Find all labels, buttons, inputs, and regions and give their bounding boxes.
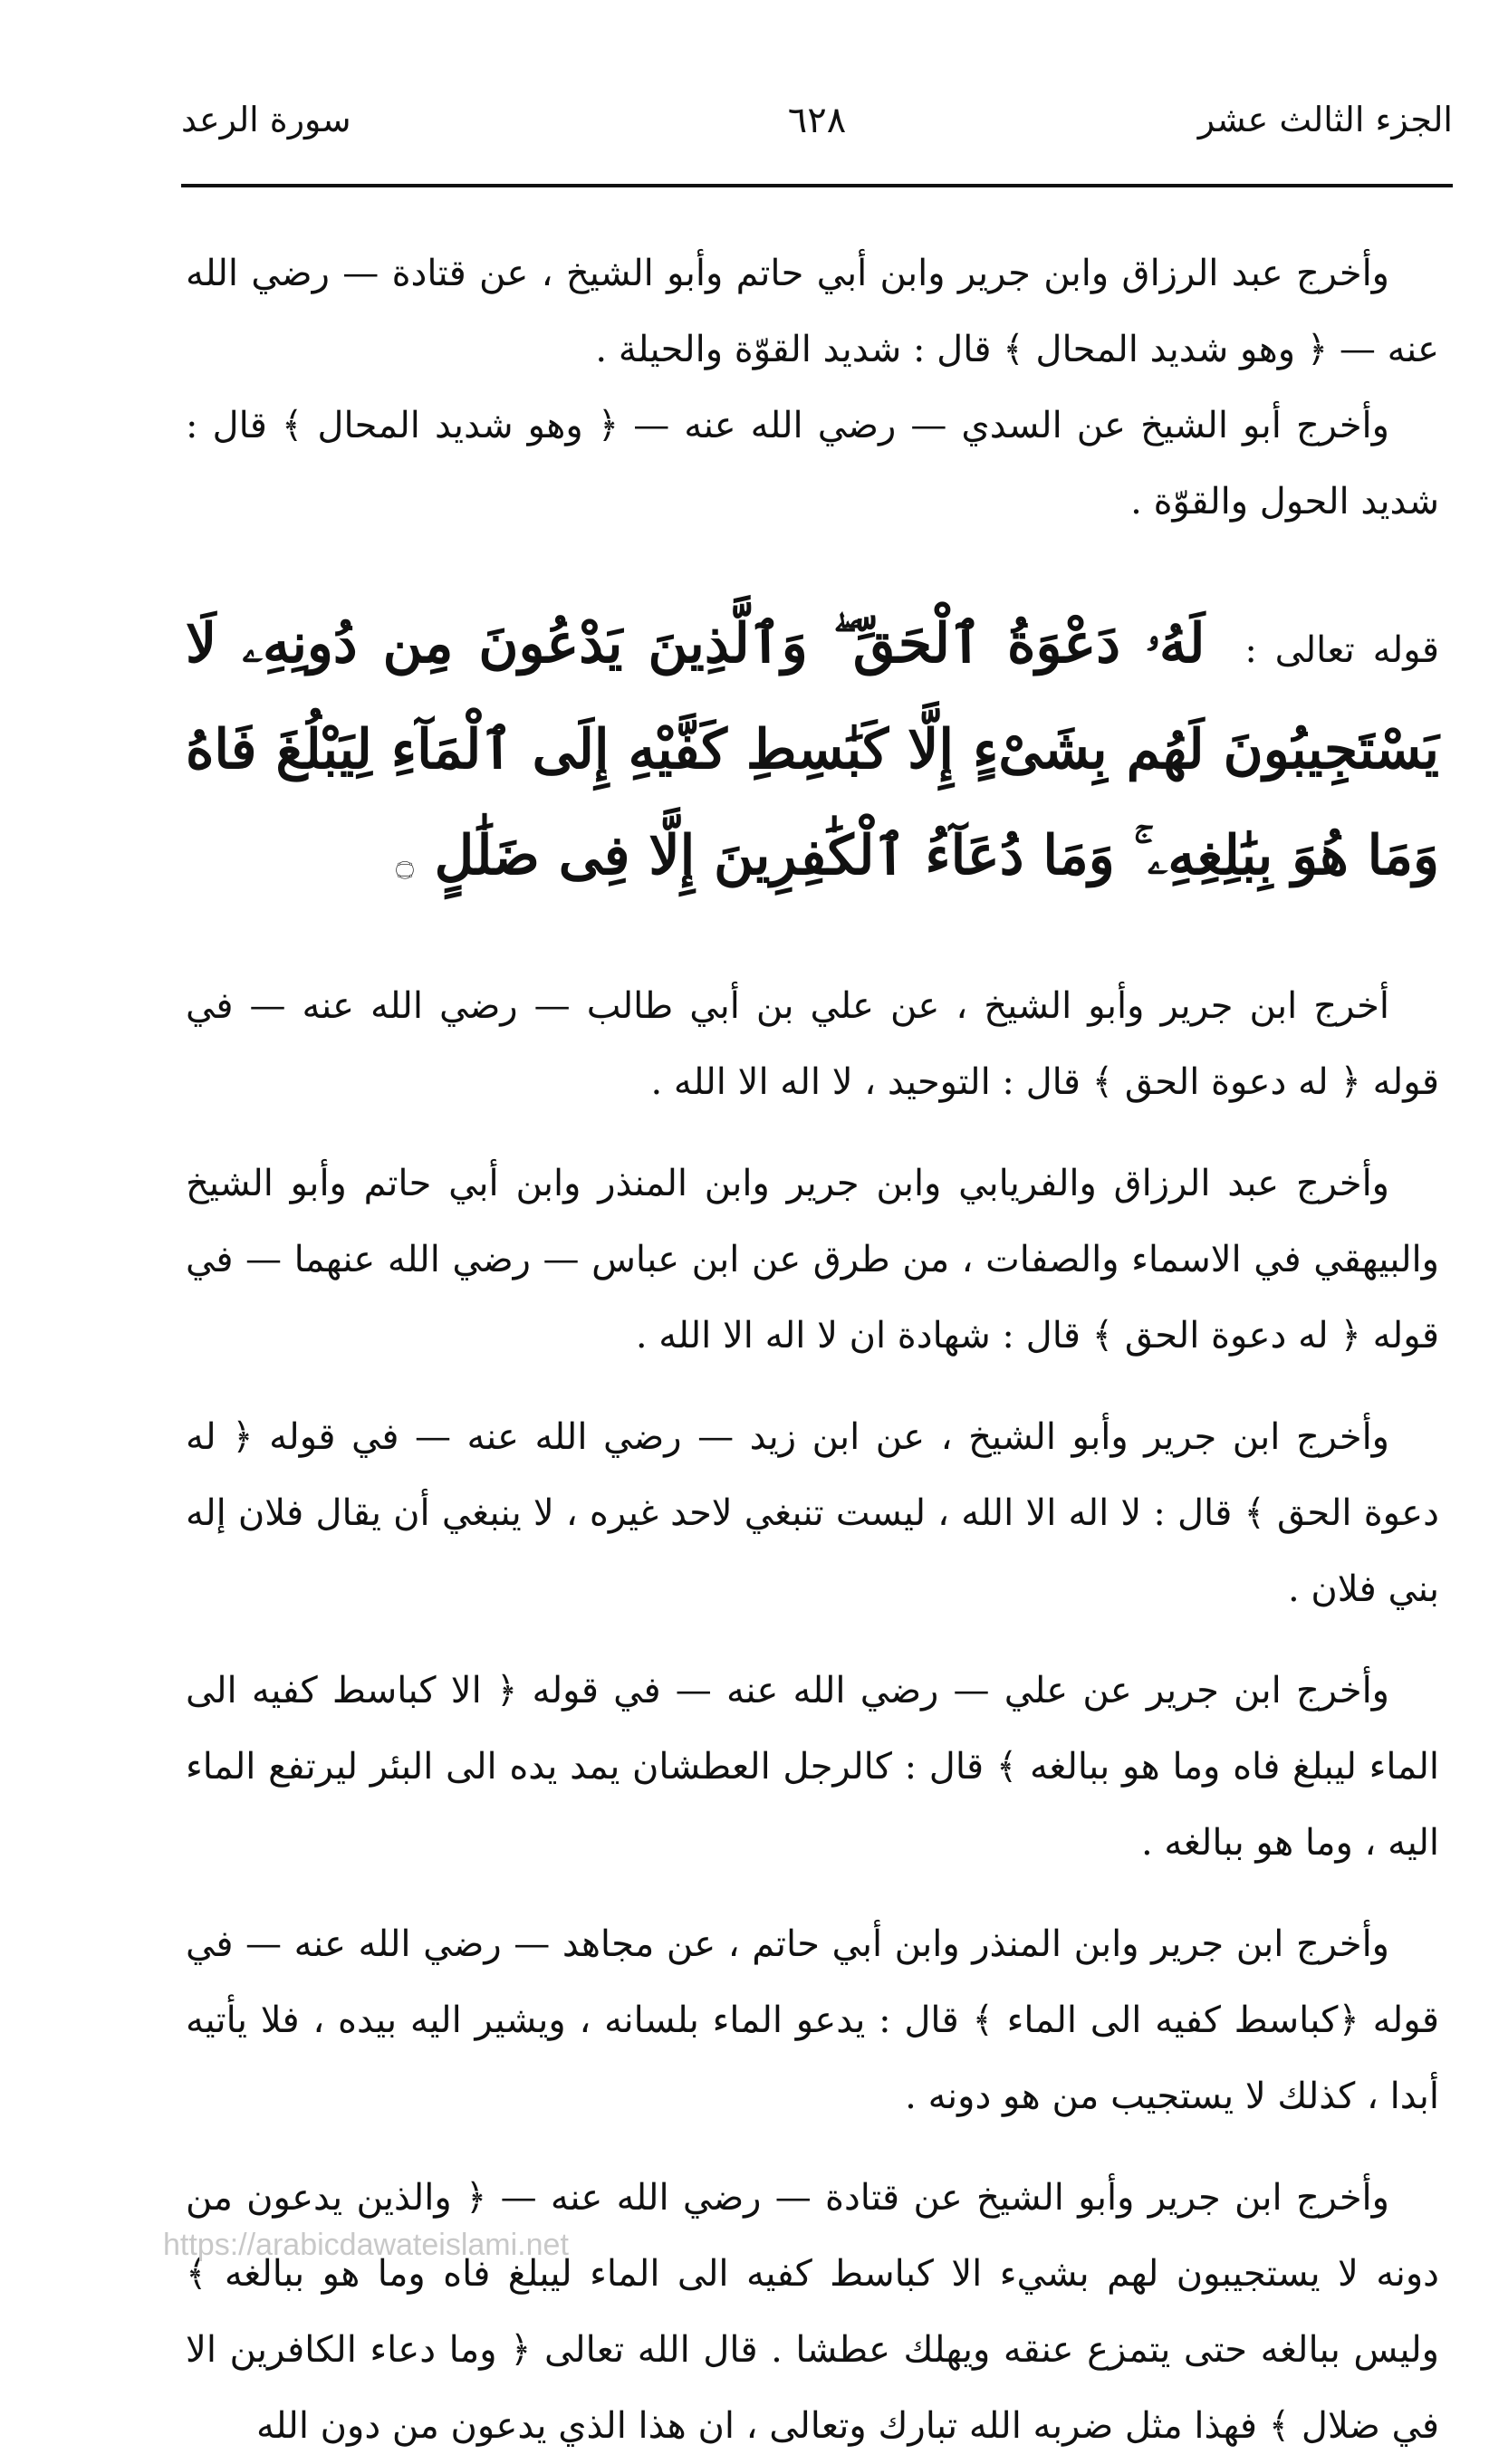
verse-intro: قوله تعالى : — [1244, 629, 1440, 671]
quran-verse: لَهُۥ دَعْوَةُ ٱلْحَقِّ ۖ وَٱلَّذِينَ يَدْعُونَ مِن دُونِهِۦ لَا يَسْتَجِيبُونَ لَهُم بِشَىْءٍ إِلَّا كَبَٰسِطِ كَفَّيْهِ إِلَى ٱلْمَآءِ لِيَبْلُغَ فَاهُ وَمَا هُوَ بِبَٰلِغِهِۦ ۚ وَمَا دُعَآءُ ٱلْكَٰفِرِينَ إِلَّا فِى ضَلَٰلٍ — [186, 612, 1439, 887]
part-title: الجزء الثالث عشر — [1197, 100, 1453, 139]
paragraph-8: وأخرج ابن جرير وأبو الشيخ عن قتادة — رضي الله عنه — ﴿ والذين يدعون من دونه لا يستجيبون لهم بشيء الا كباسط كفيه الى الماء ليبلغ فاه وما هو ببالغه ﴾ وليس ببالغه حتى يتمزع عنقه ويهلك عطشا . قال الله تعالى ﴿ وما دعاء الكافرين الا في ضلال ﴾ فهذا مثل ضربه الله تبارك وتعالى ، ان هذا الذي يدعون من دون الله — [186, 2177, 1439, 2447]
header-divider — [181, 184, 1453, 187]
quran-verse-block — [186, 594, 1439, 914]
page-body — [186, 235, 1439, 2464]
paragraph-6: وأخرج ابن جرير عن علي — رضي الله عنه — في قوله ﴿ الا كباسط كفيه الى الماء ليبلغ فاه وما هو ببالغه ﴾ قال : كالرجل العطشان يمد يده الى البئر ليرتفع الماء اليه ، وما هو ببالغه . — [186, 1670, 1439, 1864]
watermark-url: https://arabicdawateislami.net — [163, 2228, 569, 2262]
paragraph-1: وأخرج عبد الرزاق وابن جرير وابن أبي حاتم وأبو الشيخ ، عن قتادة — رضي الله عنه — ﴿ وهو شديد المحال ﴾ قال : شديد القوّة والحيلة . — [186, 253, 1439, 370]
running-header — [181, 100, 1453, 163]
paragraph-3: أخرج ابن جرير وأبو الشيخ ، عن علي بن أبي طالب — رضي الله عنه — في قوله ﴿ له دعوة الحق ﴾ قال : التوحيد ، لا اله الا الله . — [186, 985, 1439, 1103]
paragraph-2: وأخرج أبو الشيخ عن السدي — رضي الله عنه — ﴿ وهو شديد المحال ﴾ قال : شديد الحول والقوّة . — [186, 405, 1439, 523]
page-number: ٦٢٨ — [787, 100, 847, 141]
verse-end-marker: ۝ — [395, 846, 414, 882]
paragraph-4: وأخرج عبد الرزاق والفريابي وابن جرير وابن المنذر وابن أبي حاتم وأبو الشيخ والبيهقي في الاسماء والصفات ، من طرق عن ابن عباس — رضي الله عنهما — في قوله ﴿ له دعوة الحق ﴾ قال : شهادة ان لا اله الا الله . — [186, 1163, 1439, 1357]
surah-title: سورة الرعد — [181, 100, 351, 139]
paragraph-7: وأخرج ابن جرير وابن المنذر وابن أبي حاتم ، عن مجاهد — رضي الله عنه — في قوله ﴿كباسط كفيه الى الماء ﴾ قال : يدعو الماء بلسانه ، ويشير اليه بيده ، فلا يأتيه أبدا ، كذلك لا يستجيب من هو دونه . — [186, 1923, 1439, 2117]
paragraph-5: وأخرج ابن جرير وأبو الشيخ ، عن ابن زيد — رضي الله عنه — في قوله ﴿ له دعوة الحق ﴾ قال : لا اله الا الله ، ليست تنبغي لاحد غيره ، لا ينبغي أن يقال فلان إله بني فلان . — [186, 1416, 1439, 1610]
